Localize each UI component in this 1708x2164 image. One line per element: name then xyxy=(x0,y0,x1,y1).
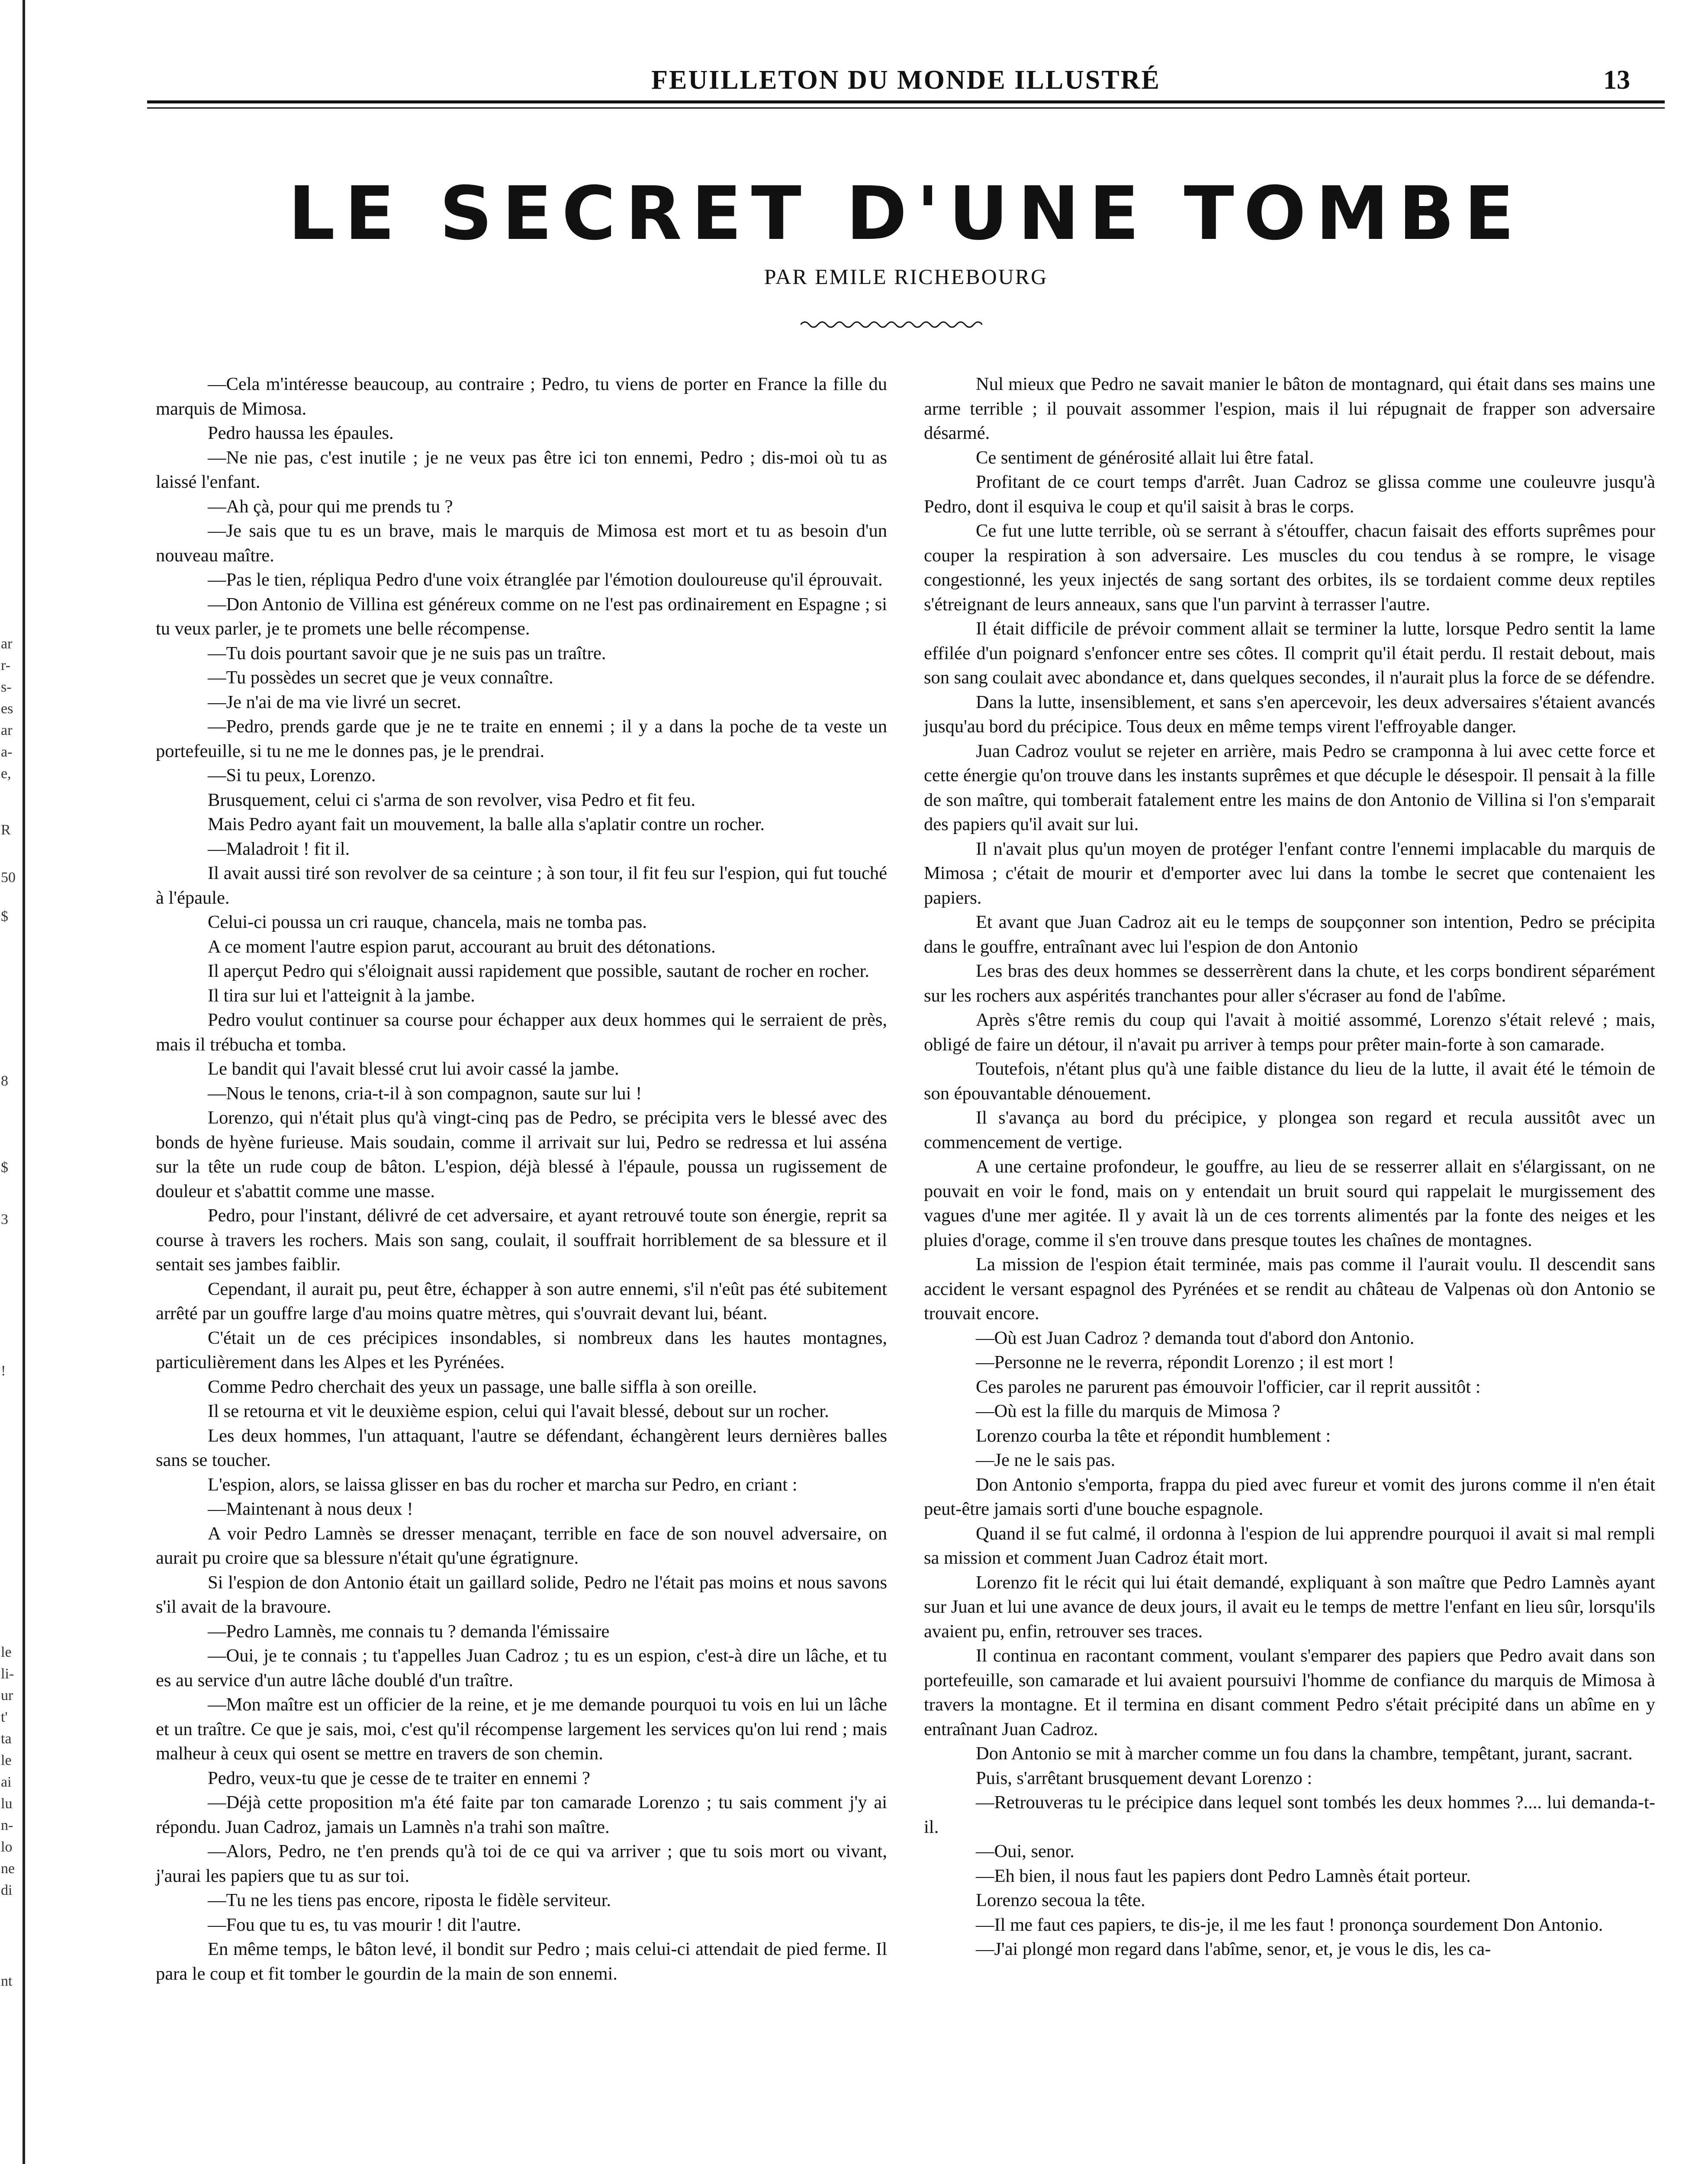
paragraph: —Tu ne les tiens pas encore, riposta le fidèle serviteur. xyxy=(208,1890,611,1910)
gutter-fragment: 50 xyxy=(1,870,16,886)
paragraph: Et avant que Juan Cadroz ait eu le temps de soupçonner son intention, Pedro se précipita dans le gouffre, entraînant avec lui l'espion de don Antonio xyxy=(924,912,1655,957)
paragraph: Brusquement, celui ci s'arma de son revolver, visa Pedro et fit feu. xyxy=(208,789,696,810)
paragraph: A une certaine profondeur, le gouffre, au lieu de se resserrer allait en s'élargissant, on ne pouvait en voir le fond, mais on y entendait un bruit sourd qui rappelait le murgissement des vagues d'une mer agitée. Il y avait là un de ces torrents alimentés par la fonte des neiges et les pluies d'orage, comme il s'en trouve dans presque toutes les chaînes de montagnes. xyxy=(924,1156,1655,1250)
paragraph: —Où est Juan Cadroz ? demanda tout d'abord don Antonio. xyxy=(976,1327,1415,1348)
gutter-fragment: ta xyxy=(1,1731,12,1747)
paragraph: —Personne ne le reverra, répondit Lorenzo ; il est mort ! xyxy=(976,1352,1394,1372)
paragraph: —Ne nie pas, c'est inutile ; je ne veux pas être ici ton ennemi, Pedro ; dis-moi où tu as laissé l'enfant. xyxy=(156,447,887,492)
paragraph: Il se retourna et vit le deuxième espion, celui qui l'avait blessé, debout sur un rocher. xyxy=(208,1401,829,1421)
wavy-ornament xyxy=(801,316,982,333)
paragraph: Il avait aussi tiré son revolver de sa ceinture ; à son tour, il fit feu sur l'espion, qui fut touché à l'épaule. xyxy=(156,863,887,908)
paragraph: Pedro, pour l'instant, délivré de cet adversaire, et ayant retrouvé toute son énergie, reprit sa course à travers les rochers. Mais son sang, coulait, il souffrait horriblement de sa blessure et il sentait ses jambes faiblir. xyxy=(156,1205,887,1275)
paragraph: —Tu possèdes un secret que je veux connaître. xyxy=(208,667,553,688)
gutter-fragment: n- xyxy=(1,1818,13,1833)
page-number: 13 xyxy=(1603,65,1630,95)
gutter-fragment: 8 xyxy=(1,1073,8,1089)
paragraph: Il continua en racontant comment, voulant s'emparer des papiers que Pedro avait dans son portefeuille, son camarade et lui avaient poursuivi l'homme de confiance du marquis de Mimosa à travers la montagne. Et il termina en disant comment Pedro s'était précipité dans un abîme en y entraînant Juan Cadroz. xyxy=(924,1646,1655,1739)
gutter-fragment: lu xyxy=(1,1796,13,1812)
paragraph: Dans la lutte, insensiblement, et sans s'en apercevoir, les deux adversaires s'étaient avancés jusqu'au bord du précipice. Tous deux en même temps virent l'effroyable danger. xyxy=(924,692,1655,737)
paragraph: —Eh bien, il nous faut les papiers dont Pedro Lamnès était porteur. xyxy=(976,1865,1471,1886)
gutter-fragment: di xyxy=(1,1883,13,1898)
paragraph: Mais Pedro ayant fait un mouvement, la balle alla s'aplatir contre un rocher. xyxy=(208,814,765,834)
paragraph: Les bras des deux hommes se desserrèrent dans la chute, et les corps bondirent séparément sur les rochers aux aspérités tranchantes pour aller s'écraser au fond de l'abîme. xyxy=(924,961,1655,1006)
paragraph: Il aperçut Pedro qui s'éloignait aussi rapidement que possible, sautant de rocher en rocher. xyxy=(208,961,869,981)
paragraph: Toutefois, n'étant plus qu'à une faible distance du lieu de la lutte, il avait été le témoin de son épouvantable dénouement. xyxy=(924,1059,1655,1104)
paragraph: —Pedro Lamnès, me connais tu ? demanda l'émissaire xyxy=(208,1621,610,1642)
gutter-fragment: ! xyxy=(1,1363,6,1379)
paragraph: Juan Cadroz voulut se rejeter en arrière, mais Pedro se cramponna à lui avec cette force et cette énergie qu'on trouve dans les instants suprêmes et que décuple le désespoir. Il pensait à la fille de son maître, qui tomberait fatalement entre les mains de don Antonio de Villina si l'on s'emparait des papiers qu'il avait sur lui. xyxy=(924,741,1655,834)
byline: PAR EMILE RICHEBOURG xyxy=(764,264,1048,289)
paragraph: Les deux hommes, l'un attaquant, l'autre se défendant, échangèrent leurs dernières balles sans se toucher. xyxy=(156,1425,887,1470)
paragraph: Celui-ci poussa un cri rauque, chancela, mais ne tomba pas. xyxy=(208,912,647,932)
paragraph: A voir Pedro Lamnès se dresser menaçant, terrible en face de son nouvel adversaire, on aurait pu croire que sa blessure n'était qu'une égratignure. xyxy=(156,1523,887,1568)
gutter-fragment: ar xyxy=(1,636,13,652)
gutter-fragment: ai xyxy=(1,1774,12,1790)
paragraph: —Si tu peux, Lorenzo. xyxy=(208,765,376,786)
text-column-right xyxy=(924,372,1655,1962)
paragraph: Puis, s'arrêtant brusquement devant Lorenzo : xyxy=(976,1768,1312,1788)
paragraph: —Maintenant à nous deux ! xyxy=(208,1499,413,1519)
gutter-fragment: le xyxy=(1,1645,12,1660)
paragraph: La mission de l'espion était terminée, mais pas comme il l'aurait voulu. Il descendit sans accident le versant espagnol des Pyrénées et se rendit au château de Valpenas où don Antonio se trouvait encore. xyxy=(924,1254,1655,1324)
gutter-fragment: a- xyxy=(1,744,13,760)
story-title: LE SECRET D'UNE TOMBE xyxy=(288,171,1524,257)
gutter-fragment: $ xyxy=(1,909,8,924)
paragraph: —Nous le tenons, cria-t-il à son compagnon, saute sur lui ! xyxy=(208,1083,642,1104)
paragraph: —Retrouveras tu le précipice dans lequel sont tombés les deux hommes ?.... lui demanda-t-il. xyxy=(924,1792,1655,1837)
gutter-fragment: es xyxy=(1,701,13,717)
paragraph: —Je sais que tu es un brave, mais le marquis de Mimosa est mort et tu as besoin d'un nouveau maître. xyxy=(156,521,887,566)
paragraph: C'était un de ces précipices insondables, si nombreux dans les hautes montagnes, particulièrement dans les Alpes et les Pyrénées. xyxy=(156,1327,887,1372)
paragraph: Don Antonio s'emporta, frappa du pied avec fureur et vomit des jurons comme il n'en était peut-être jamais sorti d'une bouche espagnole. xyxy=(924,1474,1655,1519)
paragraph: —Tu dois pourtant savoir que je ne suis pas un traître. xyxy=(208,643,606,663)
gutter-fragment: li- xyxy=(1,1666,14,1682)
paragraph: —Je n'ai de ma vie livré un secret. xyxy=(208,692,461,712)
paragraph: Ces paroles ne parurent pas émouvoir l'officier, car il reprit aussitôt : xyxy=(976,1376,1481,1397)
paragraph: En même temps, le bâton levé, il bondit sur Pedro ; mais celui-ci attendait de pied ferme. Il para le coup et fit tomber le gourdin de la main de son ennemi. xyxy=(156,1939,887,1984)
paragraph: Lorenzo fit le récit qui lui était demandé, expliquant à son maître que Pedro Lamnès ayant sur Juan et lui une avance de deux jours, il avait eu le temps de mettre l'enfant en lieu sûr, lorsqu'ils avaient pu, enfin, retrouver ses traces. xyxy=(924,1572,1655,1642)
paragraph: —Oui, je te connais ; tu t'appelles Juan Cadroz ; tu es un espion, c'est-à dire un lâche, et tu es au service d'un autre lâche doublé d'un traître. xyxy=(156,1646,887,1691)
paragraph: —Mon maître est un officier de la reine, et je me demande pourquoi tu vois en lui un lâche et un traître. Ce que je sais, moi, c'est qu'il récompense largement les services qu'on lui rend ; mais malheur à ceux qui osent se mettre en travers de son chemin. xyxy=(156,1694,887,1764)
gutter-fragment: ne xyxy=(1,1861,15,1877)
text-column-left xyxy=(156,372,887,1986)
paragraph: —Fou que tu es, tu vas mourir ! dit l'autre. xyxy=(208,1914,521,1935)
gutter-fragment: lo xyxy=(1,1839,13,1855)
paragraph: Après s'être remis du coup qui l'avait à moitié assommé, Lorenzo s'était relevé ; mais, obligé de faire un détour, il n'avait pu arriver à temps pour prêter main-forte à son camarade. xyxy=(924,1010,1655,1055)
gutter-fragment: 3 xyxy=(1,1212,8,1227)
gutter-fragment: r- xyxy=(1,658,10,673)
paragraph: —Pedro, prends garde que je ne te traite en ennemi ; il y a dans la poche de ta veste un portefeuille, si tu ne me le donnes pas, je le prendrai. xyxy=(156,716,887,761)
paragraph: L'espion, alors, se laissa glisser en bas du rocher et marcha sur Pedro, en criant : xyxy=(208,1474,798,1495)
paragraph: Quand il se fut calmé, il ordonna à l'espion de lui apprendre pourquoi il avait si mal rempli sa mission et comment Juan Cadroz était mort. xyxy=(924,1523,1655,1568)
paragraph: Ce sentiment de générosité allait lui être fatal. xyxy=(976,447,1314,468)
paragraph: Il était difficile de prévoir comment allait se terminer la lutte, lorsque Pedro sentit la lame effilée d'un poignard s'enfoncer entre ses côtes. Il comprit qu'il était perdu. Il restait debout, mais son sang coulait avec abondance et, dans quelques secondes, il n'aurait plus la force de se défendre. xyxy=(924,618,1655,688)
paragraph: Lorenzo secoua la tête. xyxy=(976,1890,1145,1910)
paragraph: —Cela m'intéresse beaucoup, au contraire ; Pedro, tu viens de porter en France la fille du marquis de Mimosa. xyxy=(156,374,887,419)
gutter-fragment: e, xyxy=(1,766,11,782)
paragraph: Don Antonio se mit à marcher comme un fou dans la chambre, tempêtant, jurant, sacrant. xyxy=(976,1743,1633,1764)
paragraph: Nul mieux que Pedro ne savait manier le bâton de montagnard, qui était dans ses mains une arme terrible ; il pouvait assommer l'espion, mais il lui répugnait de frapper son adversaire désarmé. xyxy=(924,374,1655,443)
paragraph: —Déjà cette proposition m'a été faite par ton camarade Lorenzo ; tu sais comment j'y ai répondu. Juan Cadroz, jamais un Lamnès n'a trahi son maître. xyxy=(156,1792,887,1837)
gutter-fragment: t' xyxy=(1,1710,8,1725)
paragraph: Le bandit qui l'avait blessé crut lui avoir cassé la jambe. xyxy=(208,1059,619,1079)
paragraph: A ce moment l'autre espion parut, accourant au bruit des détonations. xyxy=(208,936,716,957)
gutter-fragment: nt xyxy=(1,1974,13,1989)
paragraph: —Il me faut ces papiers, te dis-je, il me les faut ! prononça sourdement Don Antonio. xyxy=(976,1914,1603,1935)
paragraph: Il s'avança au bord du précipice, y plongea son regard et recula aussitôt avec un commencement de vertige. xyxy=(924,1108,1655,1153)
paragraph: Profitant de ce court temps d'arrêt. Juan Cadroz se glissa comme une couleuvre jusqu'à Pedro, dont il esquiva le coup et qu'il saisit à bras le corps. xyxy=(924,472,1655,517)
paragraph: —Ah çà, pour qui me prends tu ? xyxy=(208,496,453,517)
paragraph: Ce fut une lutte terrible, où se serrant à s'étouffer, chacun faisait des efforts suprêmes pour couper la respiration à son adversaire. Les muscles du cou tendus à se rompre, le visage congestionné, les yeux injectés de sang sortant des orbites, ils se tordaient comme deux reptiles s'étreignant de leurs anneaux, sans que l'un parvint à terrasser l'autre. xyxy=(924,521,1655,615)
gutter-fragment: ar xyxy=(1,723,13,738)
gutter-fragment: ur xyxy=(1,1688,13,1704)
paragraph: —Alors, Pedro, ne t'en prends qu'à toi de ce qui va arriver ; que tu sois mort ou vivant, j'aurai les papiers que tu as sur toi. xyxy=(156,1841,887,1886)
gutter-fragment: R xyxy=(1,822,11,838)
paragraph: Pedro voulut continuer sa course pour échapper aux deux hommes qui le serraient de près, mais il trébucha et tomba. xyxy=(156,1010,887,1055)
paragraph: Si l'espion de don Antonio était un gaillard solide, Pedro ne l'était pas moins et nous savons s'il avait de la bravoure. xyxy=(156,1572,887,1617)
paragraph: Pedro, veux-tu que je cesse de te traiter en ennemi ? xyxy=(208,1768,590,1788)
paragraph: —Maladroit ! fit il. xyxy=(208,838,350,859)
paragraph: Comme Pedro cherchait des yeux un passage, une balle siffla à son oreille. xyxy=(208,1376,757,1397)
header-rule-thick xyxy=(147,100,1665,103)
paragraph: —Je ne le sais pas. xyxy=(976,1450,1116,1470)
paragraph: Pedro haussa les épaules. xyxy=(208,423,394,443)
paragraph: Il n'avait plus qu'un moyen de protéger l'enfant contre l'ennemi implacable du marquis de Mimosa ; c'était de mourir et d'emporter avec lui dans la tombe le secret que contenaient les papiers. xyxy=(924,838,1655,908)
paragraph: —J'ai plongé mon regard dans l'abîme, senor, et, je vous le dis, les ca- xyxy=(976,1939,1491,1959)
paragraph: —Oui, senor. xyxy=(976,1841,1074,1861)
paragraph: Lorenzo, qui n'était plus qu'à vingt-cinq pas de Pedro, se précipita vers le blessé avec des bonds de hyène furieuse. Mais soudain, comme il arrivait sur lui, Pedro se redressa et lui asséna sur la tête un rude coup de bâton. L'espion, déjà blessé à l'épaule, poussa un rugissement de douleur et s'abattit comme une masse. xyxy=(156,1108,887,1201)
gutter-fragment: le xyxy=(1,1753,12,1768)
paragraph: Il tira sur lui et l'atteignit à la jambe. xyxy=(208,985,475,1006)
running-title: FEUILLETON DU MONDE ILLUSTRÉ xyxy=(651,65,1161,95)
paragraph: Lorenzo courba la tête et répondit humblement : xyxy=(976,1425,1331,1446)
paragraph: Cependant, il aurait pu, peut être, échapper à son autre ennemi, s'il n'eût pas été subitement arrêté par un gouffre large d'au moins quatre mètres, qui s'ouvrait devant lui, béant. xyxy=(156,1278,887,1324)
adjacent-page-gutter xyxy=(0,0,26,2164)
paragraph: —Don Antonio de Villina est généreux comme on ne l'est pas ordinairement en Espagne ; si tu veux parler, je te promets une belle récompense. xyxy=(156,594,887,639)
gutter-edge xyxy=(23,0,25,2164)
paragraph: —Pas le tien, répliqua Pedro d'une voix étranglée par l'émotion douloureuse qu'il éprouvait. xyxy=(208,570,883,590)
header-rule-thin xyxy=(147,107,1665,109)
page-header xyxy=(147,65,1665,104)
paragraph: —Où est la fille du marquis de Mimosa ? xyxy=(976,1401,1280,1421)
gutter-fragment: s- xyxy=(1,679,12,695)
gutter-fragment: $ xyxy=(1,1160,8,1175)
